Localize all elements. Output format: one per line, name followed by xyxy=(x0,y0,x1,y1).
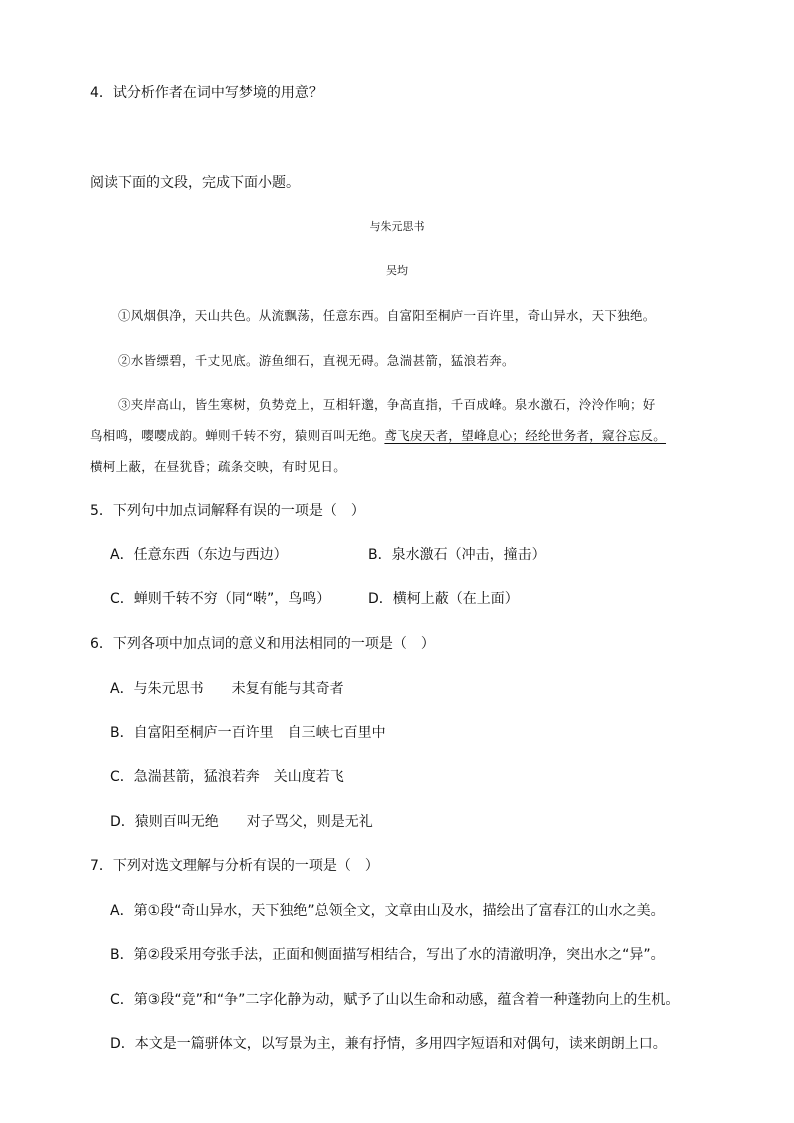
question-5-option-d: D．横柯上蔽（在上面） xyxy=(368,591,519,607)
question-7-option-d: D．本文是一篇骈体文，以写景为主，兼有抒情，多用四字短语和对偶句，读来朗朗上口。 xyxy=(110,1036,667,1052)
question-6-option-d: D．猿则百叫无绝 对子骂父，则是无礼 xyxy=(110,814,373,830)
question-6-option-a: A．与朱元思书 未复有能与其奇者 xyxy=(110,681,344,697)
question-6-option-b: B．自富阳至桐庐一百许里 自三峡七百里中 xyxy=(110,725,386,741)
passage-paragraph-3-line-3: 横柯上蔽，在昼犹昏；疏条交映，有时见日。 xyxy=(90,459,347,474)
question-6-stem: 6．下列各项中加点词的意义和用法相同的一项是（ ） xyxy=(90,636,435,652)
passage-author: 吴均 xyxy=(386,264,408,277)
question-7-option-b: B．第②段采用夸张手法，正面和侧面描写相结合，写出了水的清澈明净，突出水之“异”。 xyxy=(110,947,665,963)
passage-text: 鸟相鸣，嘤嘤成韵。蝉则千转不穷，猿则百叫无绝。 xyxy=(90,428,385,443)
passage-paragraph-3-line-2 xyxy=(90,427,666,445)
question-4: 4．试分析作者在词中写梦境的用意？ xyxy=(90,85,323,101)
underlined-sentence: 鸢飞戾天者，望峰息心；经纶世务者，窥谷忘反。 xyxy=(384,428,667,443)
question-6-option-c: C．急湍甚箭，猛浪若奔 关山度若飞 xyxy=(110,769,344,785)
question-7-stem: 7．下列对选文理解与分析有误的一项是（ ） xyxy=(90,858,379,874)
passage-paragraph-2: ②水皆缥碧，千丈见底。游鱼细石，直视无碍。急湍甚箭，猛浪若奔。 xyxy=(118,353,515,368)
question-5-stem: 5．下列句中加点词解释有误的一项是（ ） xyxy=(90,503,365,519)
question-7-option-c: C．第③段“竞”和“争”二字化静为动，赋予了山以生命和动感，蕴含着一种蓬勃向上的生机。 xyxy=(110,992,680,1008)
question-7-option-a: A．第①段“奇山异水，天下独绝”总领全文，文章由山及水，描绘出了富春江的山水之美。 xyxy=(110,903,665,919)
passage-title: 与朱元思书 xyxy=(369,220,425,233)
question-5-option-c: C．蝉则千转不穷（同“啭”，鸟鸣） xyxy=(110,591,331,607)
reading-instruction: 阅读下面的文段，完成下面小题。 xyxy=(90,175,300,191)
question-5-option-b: B．泉水激石（冲击，撞击） xyxy=(368,547,546,563)
question-5-option-a: A．任意东西（东边与西边） xyxy=(110,547,288,563)
passage-paragraph-3-line-1: ③夹岸高山，皆生寒树，负势竞上，互相轩邈，争高直指，千百成峰。泉水激石，泠泠作响；好 xyxy=(118,397,656,412)
passage-paragraph-1: ①风烟俱净，天山共色。从流飘荡，任意东西。自富阳至桐庐一百许里，奇山异水，天下独绝。 xyxy=(118,308,656,323)
